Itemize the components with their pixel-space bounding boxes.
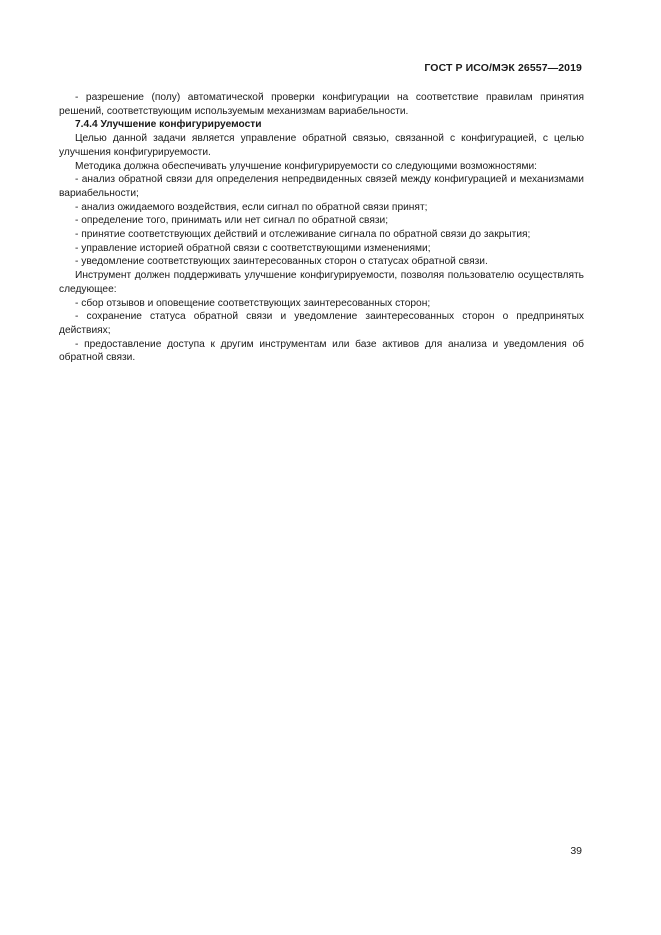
list-item: - предоставление доступа к другим инструментам или базе активов для анализа и уведомления об обратной связи. (59, 338, 584, 364)
document-header: ГОСТ Р ИСО/МЭК 26557—2019 (424, 62, 582, 74)
list-item: - определение того, принимать или нет сигнал по обратной связи; (75, 215, 389, 227)
list-item: - анализ обратной связи для определения непредвиденных связей между конфигурацией и механизмами вариабельности; (59, 174, 584, 199)
list-item: - сохранение статуса обратной связи и уведомление заинтересованных сторон о предпринятых действиях; (59, 311, 584, 336)
list-item: - анализ ожидаемого воздействия, если сигнал по обратной связи принят; (75, 201, 428, 213)
list-item: - сбор отзывов и оповещение соответствующих заинтересованных сторон; (75, 297, 431, 309)
paragraph: Инструмент должен поддерживать улучшение конфигурируемости, позволяя пользователю осуществлять следующее: (59, 270, 584, 295)
paragraph: Целью данной задачи является управление обратной связью, связанной с конфигурацией, с целью улучшения конфигурируемости. (59, 133, 584, 158)
page-number: 39 (570, 845, 582, 857)
list-item: - разрешение (полу) автоматической проверки конфигурации на соответствие правилам принятия решений, соответствующим используемым механизмам вариабельности. (59, 92, 584, 117)
list-item: - уведомление соответствующих заинтересованных сторон о статусах обратной связи. (75, 256, 488, 268)
document-body (59, 91, 584, 365)
paragraph: Методика должна обеспечивать улучшение конфигурируемости со следующими возможностями: (75, 160, 537, 172)
section-heading: 7.4.4 Улучшение конфигурируемости (75, 119, 262, 131)
list-item: - управление историей обратной связи с соответствующими изменениями; (75, 242, 431, 254)
list-item: - принятие соответствующих действий и отслеживание сигнала по обратной связи до закрытия; (75, 229, 531, 241)
